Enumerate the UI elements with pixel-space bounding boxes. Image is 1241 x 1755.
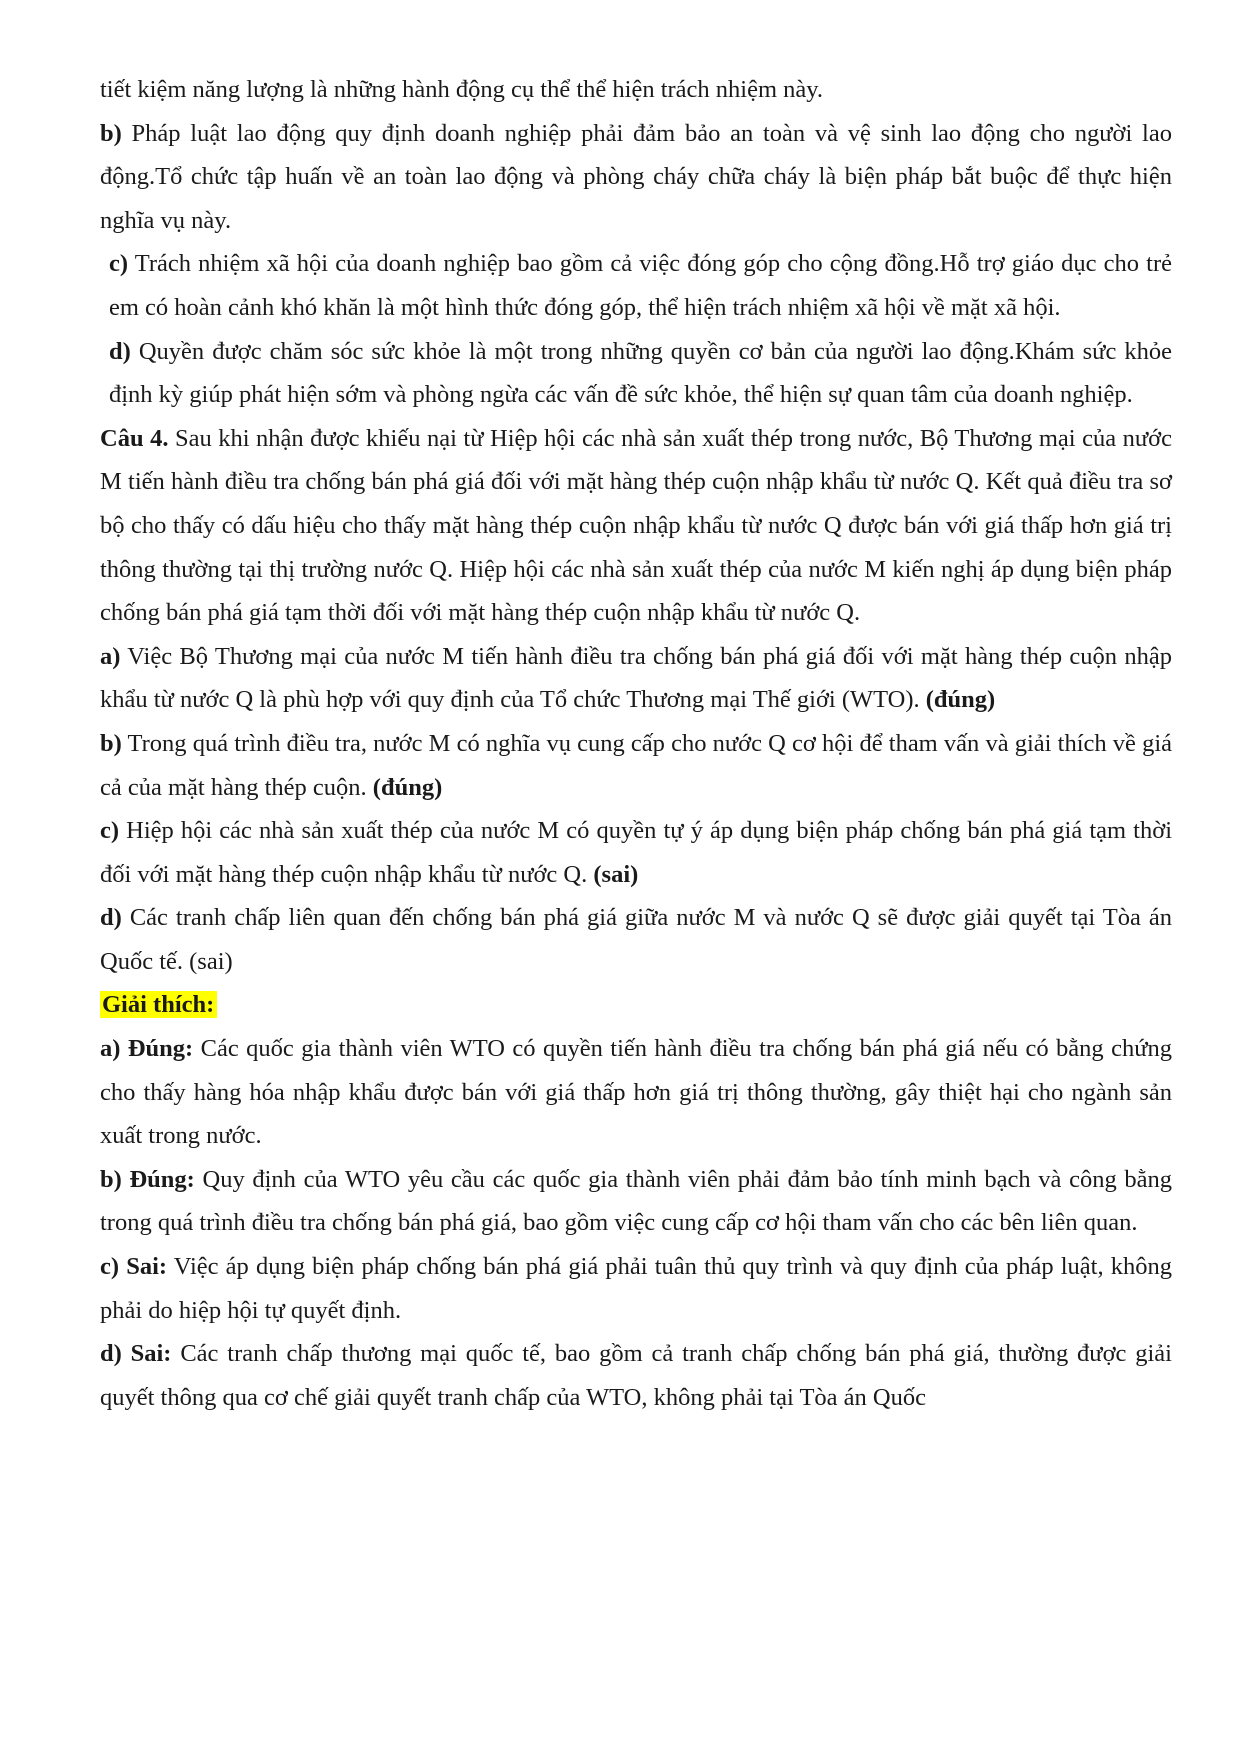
document-body [100,68,1172,1419]
paragraph-q4-b [100,722,1172,809]
paragraph-q4-c [100,809,1172,896]
paragraph-explain-c [100,1245,1172,1332]
q4-d-text: Các tranh chấp liên quan đến chống bán phá giá giữa nước M và nước Q sẽ được giải quyết tại Tòa án Quốc tế. (sai) [100,904,1172,975]
explain-b-text: Quy định của WTO yêu cầu các quốc gia thành viên phải đảm bảo tính minh bạch và công bằng trong quá trình điều tra chống bán phá giá, bao gồm việc cung cấp cơ hội tham vấn cho các bên liên quan. [100,1165,1172,1237]
paragraph-q3-b [100,112,1172,243]
q3-c-label: c) [109,250,129,278]
intro-tail-text: tiết kiệm năng lượng là những hành động cụ thể thể hiện trách nhiệm này. [100,76,824,103]
paragraph-explain-d [100,1332,1172,1419]
q4-a-verdict: (đúng) [925,686,996,714]
q3-b-label: b) [100,119,122,147]
q3-d-text: Quyền được chăm sóc sức khỏe là một trong những quyền cơ bản của người lao động.Khám sức khỏe định kỳ giúp phát hiện sớm và phòng ngừa các vấn đề sức khỏe, thể hiện sự quan tâm của doanh nghiệp. [109,337,1172,409]
q4-b-label: b) [100,729,122,757]
explain-b-label: b) Đúng: [100,1165,195,1193]
explain-c-label: c) Sai: [100,1253,168,1281]
q4-text: Sau khi nhận được khiếu nại từ Hiệp hội các nhà sản xuất thép trong nước, Bộ Thương mại của nước M tiến hành điều tra chống bán phá giá đối với mặt hàng thép cuộn nhập khẩu từ nước Q. Kết quả điều tra sơ bộ cho thấy có dấu hiệu cho thấy mặt hàng thép cuộn nhập khẩu từ nước Q được bán với giá thấp hơn giá trị thông thường tại thị trường nước Q. Hiệp hội các nhà sản xuất thép của nước M kiến nghị áp dụng biện pháp chống bán phá giá tạm thời đối với mặt hàng thép cuộn nhập khẩu từ nước Q. [100,424,1172,627]
q4-a-text: Việc Bộ Thương mại của nước M tiến hành điều tra chống bán phá giá đối với mặt hàng thép cuộn nhập khẩu từ nước Q là phù hợp với quy định của Tổ chức Thương mại Thế giới (WTO). [100,642,1172,714]
q3-b-text: Pháp luật lao động quy định doanh nghiệp phải đảm bảo an toàn và vệ sinh lao động cho người lao động.Tổ chức tập huấn về an toàn lao động và phòng cháy chữa cháy là biện pháp bắt buộc để thực hiện nghĩa vụ này. [100,119,1172,234]
explain-a-label: a) Đúng: [100,1035,194,1063]
explain-heading: Giải thích: [100,991,217,1018]
q4-c-label: c) [100,817,120,845]
q4-a-label: a) [100,642,121,670]
paragraph-explain-heading [100,983,1172,1027]
q4-label: Câu 4. [100,424,169,452]
paragraph-q3-c [100,242,1172,329]
q4-b-text: Trong quá trình điều tra, nước M có nghĩa vụ cung cấp cho nước Q cơ hội để tham vấn và giải thích về giá cả của mặt hàng thép cuộn. [100,729,1172,801]
explain-a-text: Các quốc gia thành viên WTO có quyền tiến hành điều tra chống bán phá giá nếu có bằng chứng cho thấy hàng hóa nhập khẩu được bán với giá thấp hơn giá trị thông thường, gây thiệt hại cho ngành sản xuất trong nước. [100,1035,1172,1150]
paragraph-q4 [100,417,1172,635]
paragraph-q4-a [100,635,1172,722]
q4-b-verdict: (đúng) [372,773,443,801]
explain-d-label: d) Sai: [100,1340,172,1368]
paragraph-explain-b [100,1158,1172,1245]
paragraph-explain-a [100,1027,1172,1158]
explain-d-text: Các tranh chấp thương mại quốc tế, bao gồm cả tranh chấp chống bán phá giá, thường được giải quyết thông qua cơ chế giải quyết tranh chấp của WTO, không phải tại Tòa án Quốc [100,1340,1172,1411]
q4-c-text: Hiệp hội các nhà sản xuất thép của nước M có quyền tự ý áp dụng biện pháp chống bán phá giá tạm thời đối với mặt hàng thép cuộn nhập khẩu từ nước Q. [100,817,1172,888]
paragraph-q4-d [100,896,1172,983]
paragraph-q3-d [100,330,1172,417]
q4-d-label: d) [100,904,122,932]
paragraph-intro-tail [100,68,1172,112]
explain-c-text: Việc áp dụng biện pháp chống bán phá giá phải tuân thủ quy trình và quy định của pháp luật, không phải do hiệp hội tự quyết định. [100,1253,1172,1324]
q4-c-verdict: (sai) [593,860,639,888]
q3-d-label: d) [109,337,131,365]
q3-c-text: Trách nhiệm xã hội của doanh nghiệp bao gồm cả việc đóng góp cho cộng đồng.Hỗ trợ giáo dục cho trẻ em có hoàn cảnh khó khăn là một hình thức đóng góp, thể hiện trách nhiệm xã hội về mặt xã hội. [109,250,1172,321]
